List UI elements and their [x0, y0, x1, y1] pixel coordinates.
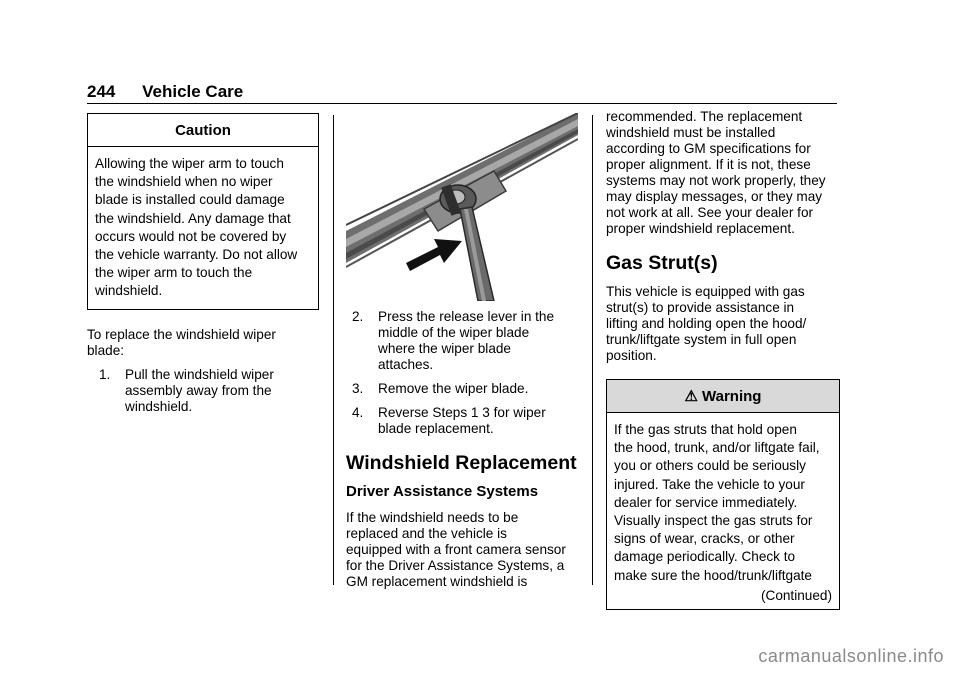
text-line: Reverse Steps 1 3 for wiper [378, 405, 546, 420]
text-line: not work at all. See your dealer for [606, 205, 814, 220]
text-line: To replace the windshield wiper [87, 326, 276, 342]
step-number: 2. [352, 309, 364, 324]
text-line: damage periodically. Check to [614, 549, 796, 565]
text-line: the vehicle warranty. Do not allow [95, 247, 298, 263]
section-heading: Gas Strut(s) [606, 252, 718, 274]
text-line: the windshield when no wiper [95, 174, 273, 190]
header-rule [87, 103, 837, 104]
text-line: blade: [87, 342, 125, 358]
text-line: the wiper arm to touch the [95, 265, 253, 281]
text-line: windshield. [125, 398, 193, 414]
text-line: Visually inspect the gas struts for [614, 513, 813, 529]
step-text [378, 381, 528, 397]
text-line: signs of wear, cracks, or other [614, 531, 795, 547]
right-column [606, 109, 840, 610]
step-number: 3. [352, 381, 364, 396]
text-line: lifting and holding open the hood/ [606, 316, 807, 331]
step-4 [346, 405, 582, 437]
step-2 [346, 309, 582, 373]
paragraph [346, 510, 582, 590]
warning-icon: ⚠ [684, 388, 698, 405]
text-line: If the gas struts that hold open [614, 422, 797, 437]
caution-title: Caution [88, 114, 318, 147]
step-3 [346, 381, 582, 397]
text-line: may display messages, or they may [606, 189, 823, 204]
text-line: recommended. The replacement [606, 109, 803, 124]
column-divider-1 [333, 115, 334, 585]
text-line: the hood, trunk, and/or liftgate fail, [614, 440, 820, 456]
text-line: systems may not work properly, they [606, 173, 826, 188]
text-line: injured. Take the vehicle to your [614, 476, 805, 492]
text-line: Allowing the wiper arm to touch [95, 156, 284, 171]
step-number: 4. [352, 405, 364, 420]
text-line: strut(s) to provide assistance in [606, 300, 795, 315]
text-line: proper windshield replacement. [606, 221, 795, 236]
footer-watermark: carmanualsonline.info [758, 646, 944, 666]
left-column [87, 113, 319, 415]
intro-paragraph [87, 327, 319, 359]
continued-label: (Continued) [760, 587, 832, 603]
middle-column [346, 113, 582, 590]
text-line: Pull the windshield wiper [125, 366, 274, 382]
text-line: windshield. [95, 283, 163, 299]
caution-text [88, 147, 318, 309]
section-heading: Windshield Replacement [346, 452, 577, 474]
step-number: 1. [99, 366, 111, 382]
text-line: make sure the hood/trunk/liftgate [614, 567, 812, 583]
text-line: assembly away from the [125, 382, 272, 398]
step-1 [87, 367, 319, 415]
page-header [87, 82, 243, 102]
warning-text [607, 413, 839, 609]
page-number: 244 [87, 82, 116, 101]
step-text [125, 367, 274, 415]
text-line: middle of the wiper blade [378, 325, 530, 340]
text-line: dealer for service immediately. [614, 494, 798, 510]
text-line: proper alignment. If it is not, these [606, 157, 811, 172]
paragraph [606, 284, 840, 364]
text-line: Press the release lever in the [378, 309, 555, 324]
text-line: trunk/liftgate system in full open [606, 332, 797, 347]
paragraph [606, 109, 840, 237]
text-line: blade replacement. [378, 421, 494, 436]
warning-box [606, 379, 840, 610]
text-line: GM replacement windshield is [346, 574, 528, 589]
text-line: where the wiper blade [378, 341, 511, 356]
text-line: blade is installed could damage [95, 192, 285, 208]
column-divider-2 [592, 115, 593, 585]
text-line: the windshield. Any damage that [95, 210, 291, 226]
wiper-blade-illustration [346, 113, 578, 301]
warning-title: Warning [702, 388, 762, 405]
text-line: you or others could be seriously [614, 458, 806, 474]
text-line: according to GM specifications for [606, 141, 811, 156]
text-line: attaches. [378, 357, 434, 372]
subsection-heading: Driver Assistance Systems [346, 483, 539, 500]
text-line: position. [606, 348, 657, 363]
text-line: This vehicle is equipped with gas [606, 284, 805, 299]
text-line: for the Driver Assistance Systems, a [346, 558, 565, 573]
text-line: Remove the wiper blade. [378, 381, 529, 396]
text-line: occurs would not be covered by [95, 228, 287, 244]
text-line: equipped with a front camera sensor [346, 542, 566, 557]
text-line: replaced and the vehicle is [346, 526, 507, 541]
text-line: windshield must be installed [606, 125, 776, 140]
caution-box [87, 113, 319, 310]
step-text [378, 309, 554, 373]
text-line: If the windshield needs to be [346, 510, 519, 525]
warning-header [607, 380, 839, 413]
step-text [378, 405, 546, 437]
section-title: Vehicle Care [142, 82, 244, 101]
